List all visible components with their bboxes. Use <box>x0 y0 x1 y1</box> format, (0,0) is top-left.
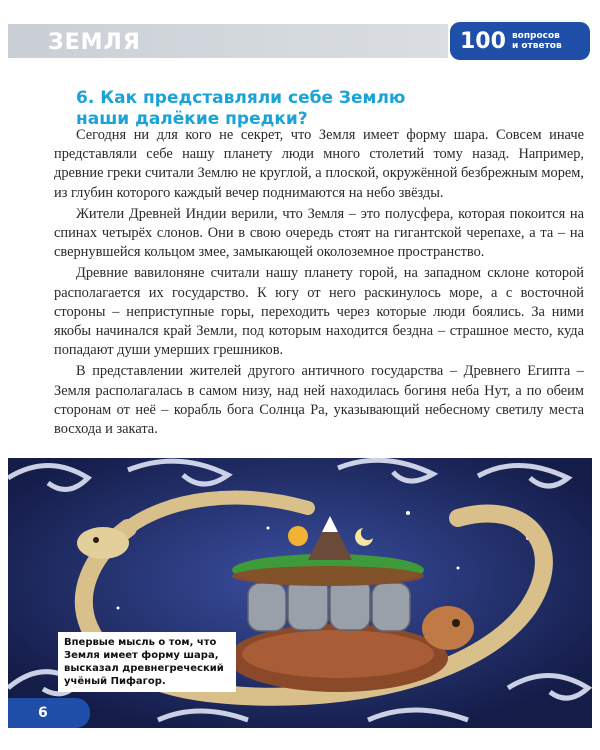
turtle-head <box>422 606 474 650</box>
series-number: 100 <box>460 28 506 54</box>
question-heading <box>76 88 496 130</box>
question-heading-line-1: 6. Как представляли себе Землю <box>76 88 406 108</box>
series-line-2: и ответов <box>511 41 562 51</box>
series-line-1: вопросов <box>511 31 560 41</box>
serpent-head <box>77 527 129 559</box>
paragraph-3: Древние вавилоняне считали нашу планету горой, на западном склоне которой располагается их государство. К югу от него раскинулось море, а с восточной стороны – неприступные горы, переходить через которые люди боялись. За ними якобы начинался край Земли, под которым находится бездна – страшное место, куда попадают души умерших грешников. <box>54 265 584 359</box>
question-heading-line-2: наши далёкие предки? <box>76 109 308 129</box>
section-title: ЗЕМЛЯ <box>48 30 141 55</box>
paragraph-1: Сегодня ни для кого не секрет, что Земля имеет форму шара. Совсем иначе представляли себе нашу планету люди много столетий тому назад. Например, древние греки считали Землю не круглой, а плоской, окружённой безбрежным морем, из глубин которого каждый вечер поднимаются на небо звёзды. <box>54 127 584 201</box>
paragraph-2: Жители Древней Индии верили, что Земля – это полусфера, которая покоится на спинах четырёх слонов. Они в свою очередь стоят на гигантской черепахе, а та – на свернувшейся кольцом змее, замыкающей околоземное пространство. <box>54 205 584 261</box>
page-number: 6 <box>8 698 90 728</box>
article-body <box>54 126 584 441</box>
series-badge <box>450 22 590 60</box>
serpent-eye <box>93 537 99 543</box>
series-text <box>512 31 562 51</box>
illustration-caption: Впервые мысль о том, что Земля имеет форму шара, высказал древнегреческий учёный Пифагор. <box>58 632 236 692</box>
paragraph-4: В представлении жителей другого античного государства – Древнего Египта – Земля располагалась в самом низу, над ней находилась богиня неба Нут, а по обеим сторонам от неё – корабль бога Солнца Ра, указывающий небесному светилу места восхода и заката. <box>54 363 584 438</box>
sun-icon <box>288 526 308 546</box>
turtle-eye <box>452 619 460 627</box>
